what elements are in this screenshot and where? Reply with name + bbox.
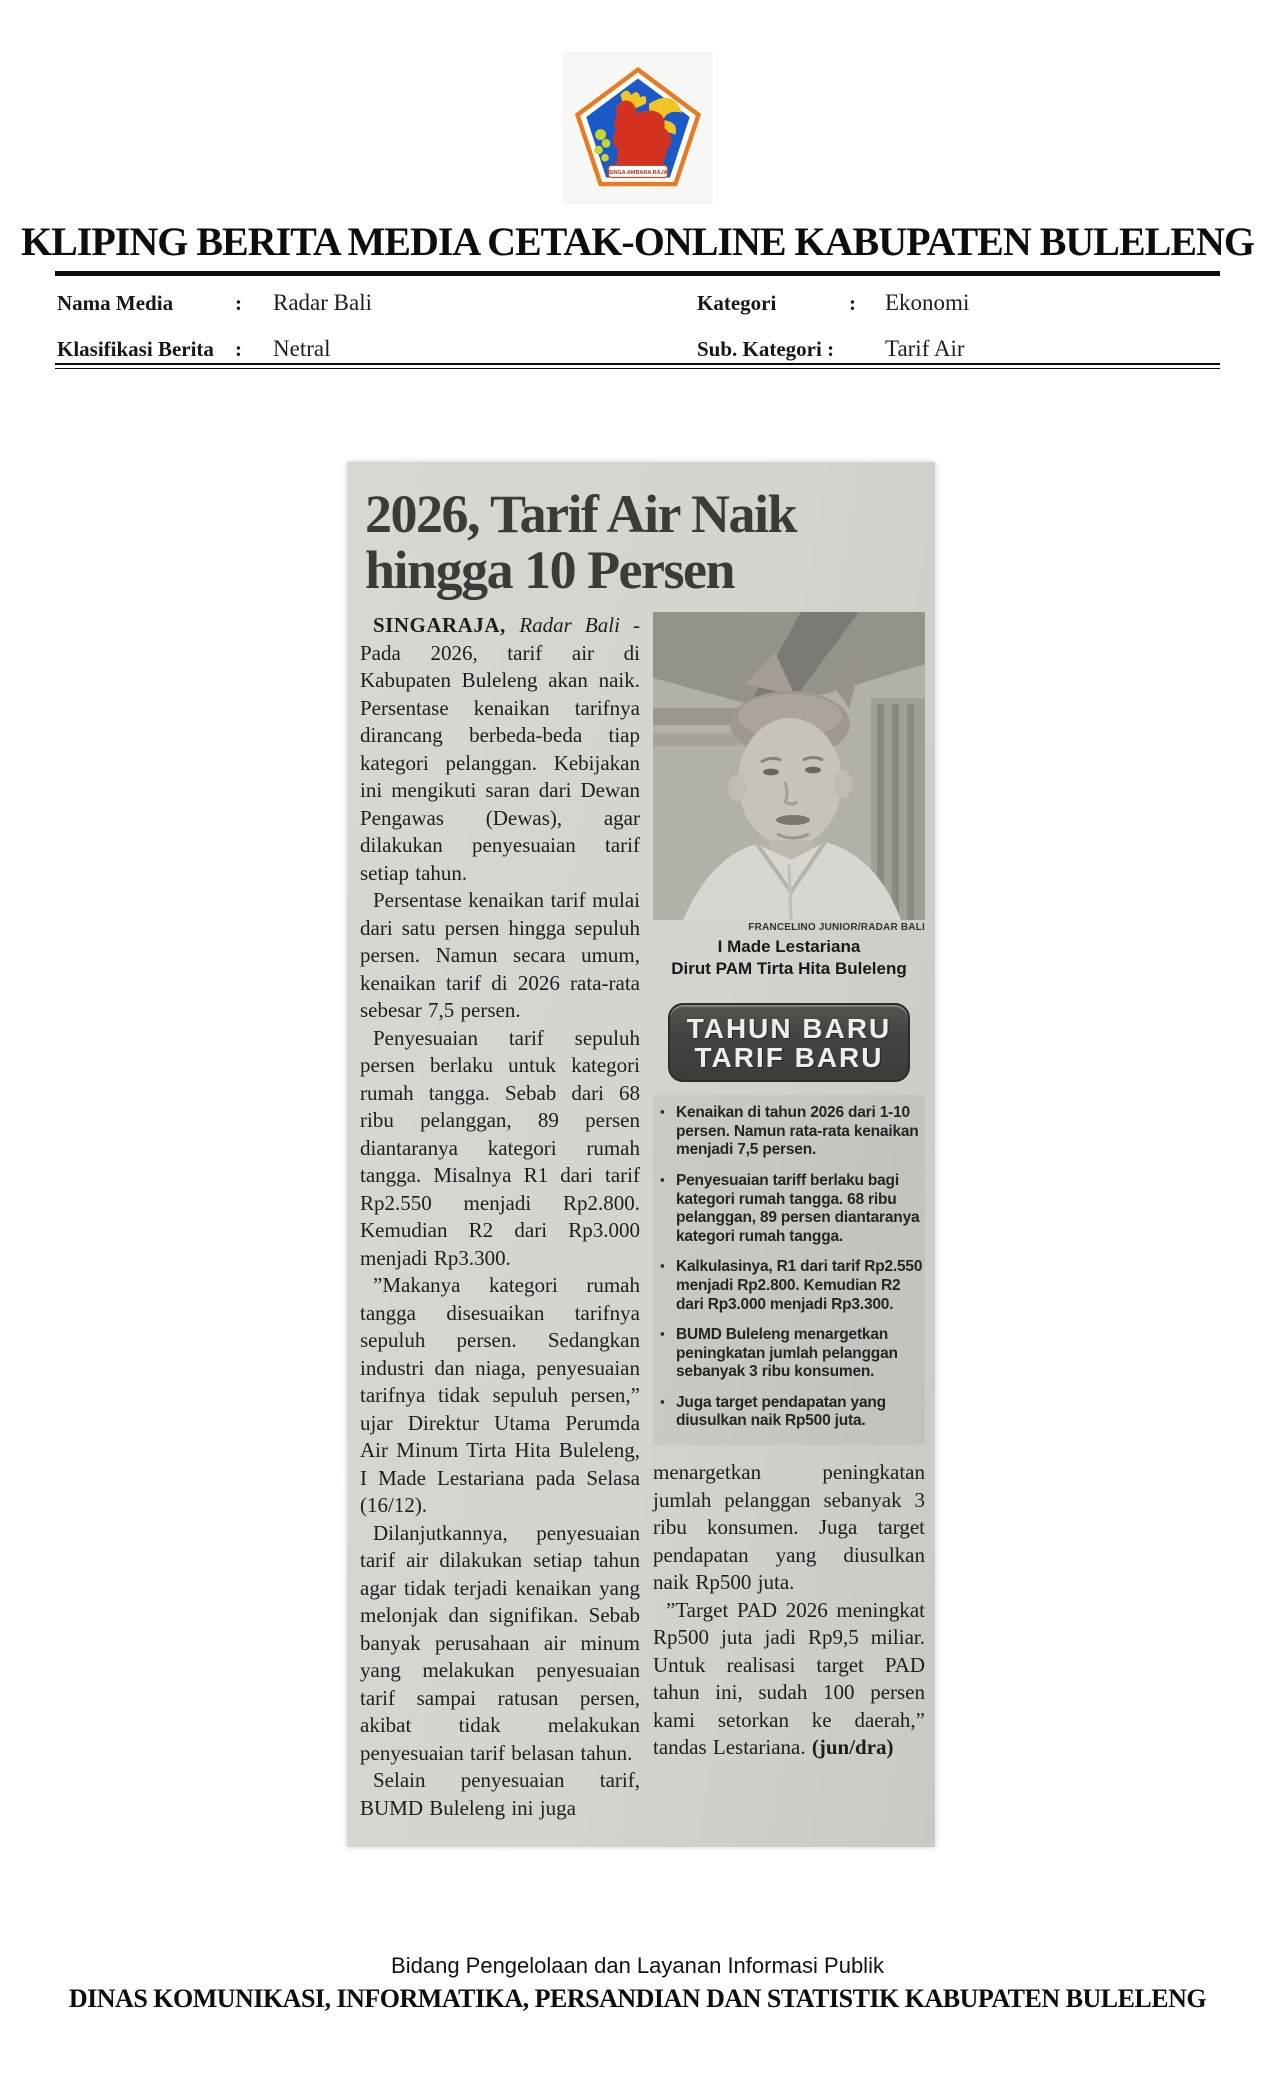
byline: (jun/dra) — [811, 1735, 894, 1760]
kategori-value: Ekonomi — [885, 290, 970, 315]
news-clipping — [347, 462, 935, 1847]
article-paragraph: Persentase kenaikan tarif mulai dari satu persen hingga sepuluh persen. Namun secara umum, kenaikan tarif di 2026 rata-rata sebesar 7,5 persen. — [360, 888, 640, 1023]
colon: : — [849, 291, 856, 315]
footer-agency: DINAS KOMUNIKASI, INFORMATIKA, PERSANDIAN DAN STATISTIK KABUPATEN BULELENG — [68, 1984, 1207, 2013]
page-title: KLIPING BERITA MEDIA CETAK-ONLINE KABUPATEN BULELENG — [20, 219, 1255, 264]
crest-banner-text: SINGA AMBARA RAJA — [607, 170, 668, 177]
colon: : — [235, 291, 242, 315]
header-rule — [55, 271, 1220, 276]
buleleng-crest-logo — [563, 52, 713, 204]
colon: : — [235, 337, 242, 361]
article-paragraph: menargetkan peningkatan jumlah pelanggan sebanyak 3 ribu konsumen. Juga target pendapatan yang diusulkan naik Rp500 juta. — [653, 1460, 925, 1595]
photo-credit: FRANCELINO JUNIOR/RADAR BALI — [748, 922, 925, 934]
caption-name: I Made Lestariana — [717, 937, 861, 957]
metadata-table — [57, 280, 1220, 372]
buleleng-crest-icon — [572, 58, 704, 198]
infobox-bullet: ▪ BUMD Buleleng menargetkan peningkatan jumlah pelanggan sebanyak 3 ribu konsumen. — [659, 1326, 923, 1382]
infobox-title-line1: TAHUN BARU — [686, 1012, 892, 1044]
infobox-bullet: ▪ Penyesuaian tariff berlaku bagi kategori rumah tangga. 68 ribu pelanggan, 89 persen diantaranya kategori rumah tangga. — [659, 1172, 923, 1246]
article-left-column — [360, 612, 640, 1822]
paragraph-text: Pada 2026, tarif air di Kabupaten Buleleng akan naik. Persentase kenaikan tarifnya dirancang berbeda-beda tiap kategori pelanggan. Kebijakan ini mengikuti saran dari Dewan Pengawas (Dewas), agar dilakukan penyesuaian tarif setiap tahun. — [360, 640, 640, 885]
article-paragraph — [360, 612, 640, 887]
infobox-bullet-list — [653, 1095, 925, 1445]
article-paragraph: Penyesuaian tarif sepuluh persen berlaku untuk kategori rumah tangga. Sebab dari 68 ribu pelanggan, 89 persen diantaranya kategori rumah tangga. Misalnya R1 dari tarif Rp2.550 menjadi Rp2.800. Kemudian R2 dari Rp3.000 menjadi Rp3.300. — [360, 1025, 640, 1270]
sub-kategori-label: Sub. Kategori : — [697, 337, 835, 361]
article-paragraph: ”Makanya kategori rumah tangga disesuaikan tarifnya sepuluh persen. Sedangkan industri dan niaga, penyesuaian tarifnya tidak sepuluh persen,” ujar Direktur Utama Perumda Air Minum Tirta Hita Buleleng, I Made Lestariana pada Selasa (16/12). — [360, 1273, 640, 1518]
article-paragraph: Dilanjutkannya, penyesuaian tarif air dilakukan setiap tahun agar tidak terjadi kenaikan yang melonjak dan signifikan. Sebab banyak perusahaan air minum yang melakukan penyesuaian tarif sampai ratusan persen, akibat tidak melakukan penyesuaian tarif belasan tahun. — [360, 1520, 640, 1765]
infobox-title-line2: TARIF BARU — [694, 1042, 884, 1074]
headline-line1: 2026, Tarif Air Naik — [365, 484, 797, 544]
dateline: SINGARAJA, — [373, 613, 520, 638]
article-paragraph: Selain penyesuaian tarif, BUMD Buleleng ini juga — [360, 1768, 640, 1820]
nama-media-label: Nama Media — [57, 291, 174, 315]
headline-line2: hingga 10 Persen — [365, 540, 735, 601]
paragraph-text: ”Target PAD 2026 meningkat Rp500 juta jadi Rp9,5 miliar. Untuk realisasi target PAD tahun ini, sudah 100 persen kami setorkan ke daerah,” tandas Lestariana. — [653, 1597, 925, 1760]
footer-department: Bidang Pengelolaan dan Layanan Informasi Publik — [391, 1953, 884, 1978]
kategori-label: Kategori — [697, 291, 777, 315]
infobox-bullet: ▪ Kalkulasinya, R1 dari tarif Rp2.550 menjadi Rp2.800. Kemudian R2 dari Rp3.000 menjadi Rp3.300. — [659, 1258, 923, 1314]
article-continuation — [653, 1459, 925, 1762]
metadata-row — [57, 280, 1220, 326]
photo-caption — [653, 936, 925, 979]
infobox-bullet: ▪ Kenaikan di tahun 2026 dari 1-10 persen. Namun rata-rata kenaikan menjadi 7,5 persen. — [659, 1104, 923, 1160]
sub-kategori-value: Tarif Air — [885, 336, 965, 361]
caption-title: Dirut PAM Tirta Hita Buleleng — [671, 958, 907, 978]
metadata-rule — [55, 363, 1220, 369]
portrait-photo — [653, 612, 925, 920]
article-headline — [347, 462, 935, 601]
media-credit: Radar Bali - — [519, 613, 640, 638]
nama-media-value: Radar Bali — [273, 290, 372, 315]
klasifikasi-label: Klasifikasi Berita — [57, 337, 214, 361]
article-right-column — [653, 612, 925, 1822]
infobox-bullet: ▪ Juga target pendapatan yang diusulkan naik Rp500 juta. — [659, 1394, 923, 1431]
article-paragraph — [653, 1597, 925, 1762]
klasifikasi-value: Netral — [273, 336, 331, 361]
infobox-header — [668, 1003, 910, 1082]
